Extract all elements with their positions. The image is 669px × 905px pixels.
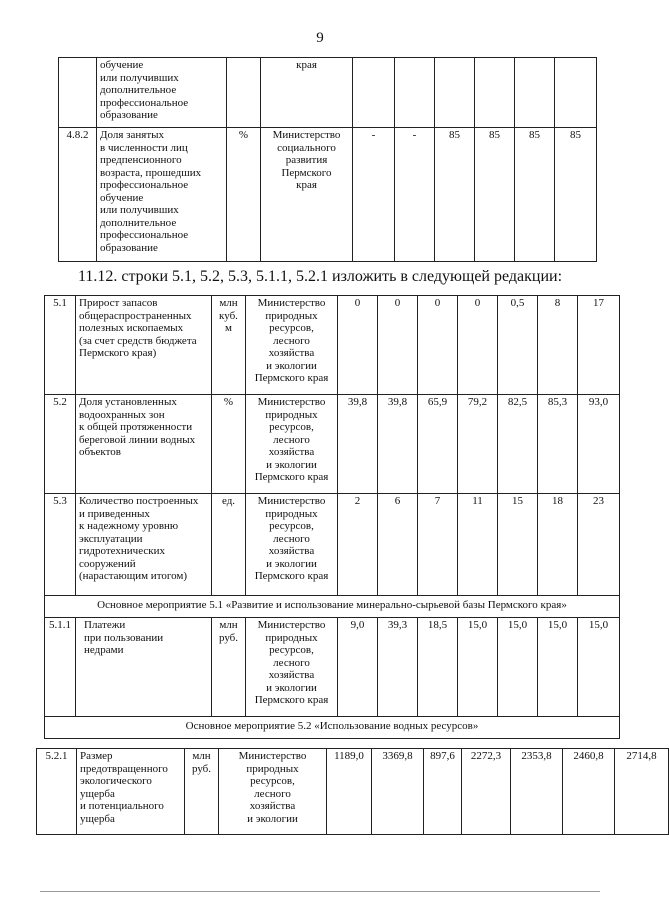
text-line: к общей протяженности — [79, 421, 193, 433]
table-row — [45, 494, 620, 596]
cell-value: 23 — [578, 494, 620, 596]
cell-value — [435, 58, 475, 128]
section-row-52: Основное мероприятие 5.2 «Использование водных ресурсов» — [45, 717, 620, 739]
cell-ministry — [246, 395, 338, 494]
cell-unit — [212, 296, 246, 395]
text-line: социального — [277, 141, 336, 154]
text-line: предотвращенного — [80, 762, 168, 775]
cell-value: 2353,8 — [511, 749, 563, 835]
text-line: хозяйства — [268, 347, 315, 359]
text-line: хозяйства — [268, 545, 315, 557]
text-line: и экологии — [266, 359, 317, 372]
text-line: ед. — [221, 495, 236, 507]
table-row — [45, 717, 620, 739]
text-line: лесного — [254, 787, 291, 800]
text-line: Платежи — [84, 619, 126, 631]
table-indicators-48 — [58, 57, 597, 262]
cell-unit — [212, 395, 246, 494]
text-line: водоохранных зон — [79, 408, 165, 421]
text-line: ресурсов, — [269, 520, 314, 532]
cell-value: 2 — [338, 494, 378, 596]
cell-value: 0 — [418, 296, 458, 395]
cell-num: 5.1 — [45, 296, 76, 395]
cell-value: 15,0 — [538, 618, 578, 717]
text-line: куб. — [219, 309, 238, 322]
text-line: или получивших — [100, 71, 179, 84]
text-line: профессиональное — [100, 229, 189, 241]
cell-value: 39,8 — [338, 395, 378, 494]
cell-value: 6 — [378, 494, 418, 596]
cell-value: 15,0 — [578, 618, 620, 717]
cell-num — [59, 58, 97, 128]
text-line: ресурсов, — [269, 322, 314, 334]
text-line: Количество построенных — [79, 495, 199, 507]
section-heading: 11.12. строки 5.1, 5.2, 5.3, 5.1.1, 5.2.1 изложить в следующей редакции: — [77, 268, 563, 285]
text-line: и экологии — [266, 458, 317, 471]
text-line: Министерство — [257, 495, 326, 507]
cell-value — [555, 58, 597, 128]
cell-unit — [212, 494, 246, 596]
cell-ministry — [246, 494, 338, 596]
cell-value — [353, 58, 395, 128]
text-line: и приведенных — [79, 507, 150, 520]
text-line: Пермского края — [254, 372, 329, 384]
text-line: и потенциального — [80, 800, 164, 812]
text-line: Пермского края — [254, 471, 329, 483]
cell-value: 3369,8 — [372, 749, 424, 835]
cell-value: 11 — [458, 494, 498, 596]
text-line: лесного — [273, 334, 310, 347]
cell-unit — [227, 58, 261, 128]
text-line: возраста, прошедших — [100, 166, 202, 179]
cell-value: 15,0 — [498, 618, 538, 717]
text-line: сооружений — [79, 557, 136, 570]
text-line: хозяйства — [249, 800, 296, 812]
text-line: млн — [192, 750, 211, 762]
cell-value: 39,8 — [378, 395, 418, 494]
cell-num: 5.1.1 — [45, 618, 76, 717]
text-line: Размер — [80, 750, 113, 762]
table-row — [37, 749, 669, 835]
cell-unit — [212, 618, 246, 717]
text-line: природных — [265, 507, 318, 520]
text-line: к надежному уровню — [79, 520, 179, 532]
text-line: Пермского края — [254, 570, 329, 582]
text-line: гидротехнических — [79, 545, 165, 557]
cell-name — [97, 128, 227, 262]
cell-num: 5.2.1 — [37, 749, 77, 835]
text-line: края — [296, 59, 317, 71]
text-line: лесного — [273, 532, 310, 545]
text-line: Доля занятых — [100, 129, 165, 141]
cell-value: 897,6 — [424, 749, 462, 835]
text-line: природных — [265, 631, 318, 644]
cell-value — [475, 58, 515, 128]
text-line: руб. — [218, 631, 239, 644]
text-line: образование — [100, 241, 158, 254]
text-line: недрами — [84, 644, 124, 656]
table-row — [45, 395, 620, 494]
cell-ministry — [219, 749, 327, 835]
text-line: хозяйства — [268, 669, 315, 681]
cell-ministry — [246, 296, 338, 395]
cell-name — [76, 296, 212, 395]
text-line: профессиональное — [100, 179, 189, 191]
cell-value: 1189,0 — [327, 749, 372, 835]
cell-value: - — [353, 128, 395, 262]
cell-value: 0 — [458, 296, 498, 395]
cell-value — [515, 58, 555, 128]
cell-value: 85,3 — [538, 395, 578, 494]
table-row — [45, 618, 620, 717]
text-line: профессиональное — [100, 96, 189, 109]
text-line: % — [223, 396, 234, 408]
table-indicator-521 — [36, 748, 669, 835]
text-line: и экологии — [266, 681, 317, 694]
text-line: ресурсов, — [250, 775, 295, 787]
cell-value: 82,5 — [498, 395, 538, 494]
text-line: ресурсов, — [269, 644, 314, 656]
text-line: млн — [219, 297, 238, 309]
cell-value: 0 — [378, 296, 418, 395]
text-line: руб. — [191, 762, 212, 775]
cell-value: 85 — [555, 128, 597, 262]
text-line: развития — [285, 154, 328, 166]
text-line: Министерство — [238, 750, 307, 762]
text-line: Пермского края) — [79, 347, 157, 359]
cell-value: 18,5 — [418, 618, 458, 717]
text-line: Министерство — [257, 619, 326, 631]
text-line: объектов — [79, 446, 121, 458]
cell-value: 15 — [498, 494, 538, 596]
text-line: лесного — [273, 656, 310, 669]
cell-value: 18 — [538, 494, 578, 596]
cell-value: 2272,3 — [462, 749, 511, 835]
cell-value: 85 — [515, 128, 555, 262]
cell-name — [76, 618, 212, 717]
cell-ministry — [261, 58, 353, 128]
cell-name — [76, 395, 212, 494]
text-line: Пермского — [281, 166, 332, 179]
section-row-51: Основное мероприятие 5.1 «Развитие и использование минерально-сырьевой базы Пермского края» — [45, 596, 620, 618]
text-line: млн — [219, 619, 238, 631]
text-line: природных — [265, 309, 318, 322]
table-row — [45, 296, 620, 395]
text-line: лесного — [273, 433, 310, 446]
table-row — [59, 128, 597, 262]
cell-value: 17 — [578, 296, 620, 395]
cell-value: 65,9 — [418, 395, 458, 494]
cell-value: 93,0 — [578, 395, 620, 494]
cell-value: 39,3 — [378, 618, 418, 717]
table-row — [45, 596, 620, 618]
text-line: и экологии — [247, 812, 298, 825]
cell-num: 5.3 — [45, 494, 76, 596]
text-line: береговой линии водных — [79, 433, 196, 446]
text-line: дополнительное — [100, 84, 177, 96]
cell-name — [77, 749, 185, 835]
text-line: дополнительное — [100, 216, 177, 229]
text-line: Пермского края — [254, 694, 329, 706]
text-line: предпенсионного — [100, 154, 182, 166]
cell-value: 15,0 — [458, 618, 498, 717]
text-line: полезных ископаемых — [79, 322, 184, 334]
text-line: образование — [100, 109, 158, 121]
cell-unit: % — [227, 128, 261, 262]
page-number: 9 — [316, 30, 324, 46]
text-line: Министерство — [257, 297, 326, 309]
cell-unit — [185, 749, 219, 835]
text-line: обучение — [100, 59, 144, 71]
cell-value: - — [395, 128, 435, 262]
cell-value: 9,0 — [338, 618, 378, 717]
table-indicators-5 — [44, 295, 620, 739]
cell-num: 5.2 — [45, 395, 76, 494]
cell-value: 85 — [475, 128, 515, 262]
text-line: при пользовании — [84, 631, 164, 644]
table-row — [59, 58, 597, 128]
text-line: ущерба — [80, 812, 115, 825]
text-line: природных — [265, 408, 318, 421]
text-line: (за счет средств бюджета — [79, 334, 197, 347]
cell-name — [76, 494, 212, 596]
cell-value: 2714,8 — [615, 749, 669, 835]
text-line: края — [296, 179, 317, 191]
text-line: общераспространенных — [79, 309, 192, 322]
text-line: экологического — [80, 775, 152, 787]
text-line: или получивших — [100, 204, 179, 216]
text-line: м — [225, 322, 232, 334]
text-line: ресурсов, — [269, 421, 314, 433]
cell-value: 0,5 — [498, 296, 538, 395]
text-line: Прирост запасов — [79, 297, 158, 309]
text-line: обучение — [100, 191, 144, 204]
cell-value: 85 — [435, 128, 475, 262]
cell-value: 0 — [338, 296, 378, 395]
text-line: Доля установленных — [79, 396, 177, 408]
cell-value — [395, 58, 435, 128]
text-line: в численности лиц — [100, 141, 188, 154]
text-line: Министерство — [272, 129, 341, 141]
page-bottom-rule — [40, 891, 600, 892]
cell-value: 79,2 — [458, 395, 498, 494]
cell-num: 4.8.2 — [59, 128, 97, 262]
cell-name — [97, 58, 227, 128]
text-line: и экологии — [266, 557, 317, 570]
cell-ministry — [246, 618, 338, 717]
cell-ministry — [261, 128, 353, 262]
text-line: хозяйства — [268, 446, 315, 458]
text-line: Министерство — [257, 396, 326, 408]
cell-value: 7 — [418, 494, 458, 596]
text-line: (нарастающим итогом) — [79, 570, 188, 582]
text-line: природных — [246, 762, 299, 775]
text-line: ущерба — [80, 787, 115, 800]
text-line: эксплуатации — [79, 532, 143, 545]
cell-value: 8 — [538, 296, 578, 395]
cell-value: 2460,8 — [563, 749, 615, 835]
